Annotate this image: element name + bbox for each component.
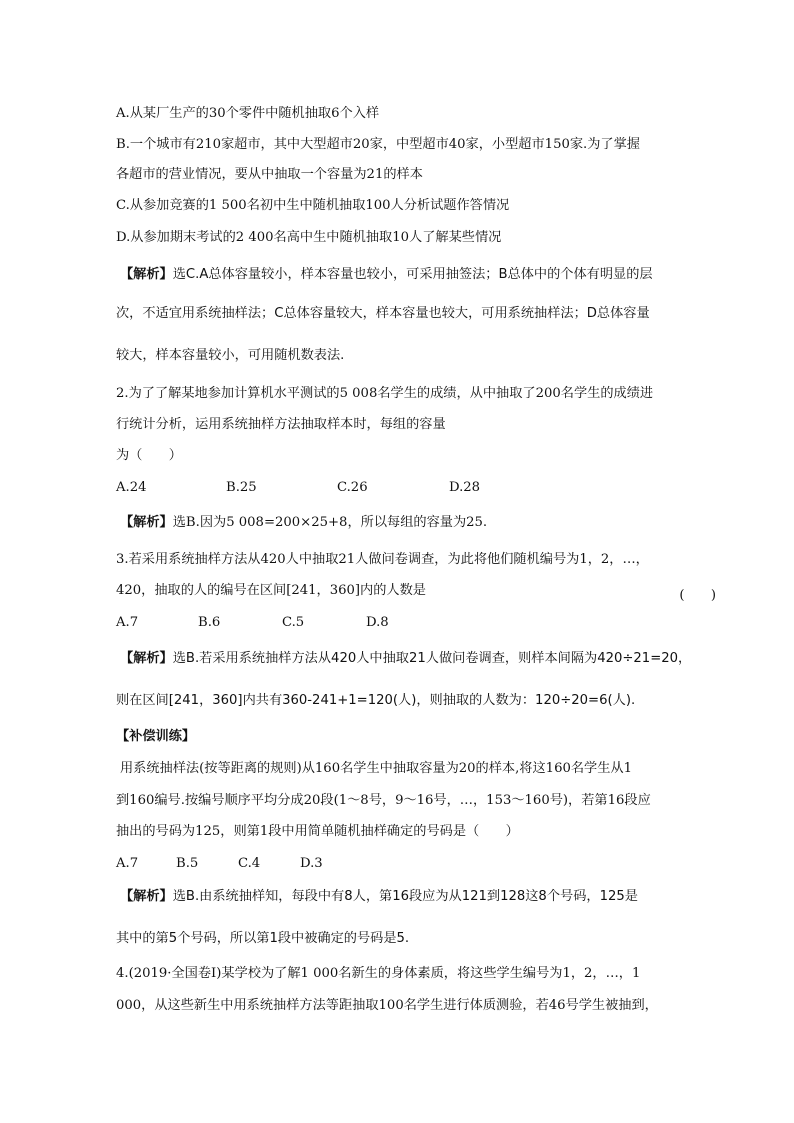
q3-stem-line-1: 3.若采用系统抽样方法从420人中抽取21人做问卷调查，为此将他们随机编号为1，2，…， <box>116 552 649 567</box>
q1-solution-line-2: 次，不适宜用系统抽样法；C总体容量较大，样本容量也较大，可用系统抽样法；D总体容量 <box>116 306 650 321</box>
supplement-title: 【补偿训练】 <box>116 729 196 744</box>
q1-option-d: D.从参加期末考试的2 400名高中生中随机抽取10人了解某些情况 <box>116 230 502 245</box>
solution-tag: 【解析】 <box>120 651 173 666</box>
q1-solution-line-3: 较大，样本容量较小，可用随机数表法. <box>116 348 345 363</box>
q3-option-c: C.5 <box>282 615 305 630</box>
q2-option-b: B.25 <box>226 480 257 495</box>
q3-stem-line-2: 420，抽取的人的编号在区间[241，360]内的人数是 <box>116 583 426 598</box>
q2-option-c: C.26 <box>337 480 368 495</box>
q1-option-c: C.从参加竞赛的1 500名初中生中随机抽取100人分析试题作答情况 <box>116 198 510 213</box>
q3-answer-paren: ( ) <box>679 588 716 603</box>
solution-tag: 【解析】 <box>120 515 173 530</box>
q2-stem-line-3: 为（ ） <box>116 448 182 463</box>
q3-solution-line-1 <box>120 652 691 665</box>
supplement-option-b: B.5 <box>176 856 199 871</box>
supplement-stem-line-2: 到160编号.按编号顺序平均分成20段(1～8号，9～16号，…，153～160号)，若第16段应 <box>116 793 651 808</box>
q2-stem-line-2: 行统计分析，运用系统抽样方法抽取样本时，每组的容量 <box>116 417 446 432</box>
q2-solution-line <box>120 516 487 529</box>
supplement-solution-line-1 <box>120 890 638 903</box>
supplement-option-c: C.4 <box>238 856 261 871</box>
supplement-stem-line-1: 用系统抽样法(按等距离的规则)从160名学生中抽取容量为20的样本,将这160名学生从1 <box>120 761 632 776</box>
supplement-stem-line-3: 抽出的号码为125，则第1段中用简单随机抽样确定的号码是（ ） <box>116 824 519 839</box>
q2-solution-text: 选B.因为5 008=200×25+8，所以每组的容量为25. <box>172 515 488 530</box>
q2-option-d: D.28 <box>449 480 481 495</box>
q4-stem-line-2: 000，从这些新生中用系统抽样方法等距抽取100名学生进行体质测验，若46号学生被抽到， <box>116 998 658 1013</box>
q1-option-b-cont: 各超市的营业情况，要从中抽取一个容量为21的样本 <box>116 167 423 182</box>
solution-tag: 【解析】 <box>120 267 173 282</box>
supplement-option-a: A.7 <box>116 856 139 871</box>
q2-option-a: A.24 <box>116 480 147 495</box>
supplement-solution-line-2: 其中的第5个号码，所以第1段中被确定的号码是5. <box>116 931 410 946</box>
q3-option-d: D.8 <box>366 615 389 630</box>
q1-solution-line-1 <box>120 268 653 281</box>
q1-option-a: A.从某厂生产的30个零件中随机抽取6个入样 <box>116 106 380 121</box>
q1-option-b: B.一个城市有210家超市，其中大型超市20家，中型超市40家，小型超市150家.为了掌握 <box>116 137 640 152</box>
q4-stem-line-1: 4.(2019·全国卷Ⅰ)某学校为了解1 000名新生的身体素质，将这些学生编号为1，2，…，1 <box>116 966 641 981</box>
q3-solution-text-1: 选B.若采用系统抽样方法从420人中抽取21人做问卷调查，则样本间隔为420÷21=20， <box>172 651 692 666</box>
supplement-option-d: D.3 <box>300 856 323 871</box>
q3-solution-line-2: 则在区间[241，360]内共有360-241+1=120(人)，则抽取的人数为：120÷20=6(人). <box>116 693 636 708</box>
supplement-solution-text-1: 选B.由系统抽样知，每段中有8人，第16段应为从121到128这8个号码，125是 <box>172 889 638 904</box>
q1-solution-text-1: 选C.A总体容量较小，样本容量也较小，可采用抽签法；B总体中的个体有明显的层 <box>172 267 653 282</box>
q2-stem-line-1: 2.为了了解某地参加计算机水平测试的5 008名学生的成绩，从中抽取了200名学生的成绩进 <box>116 386 654 401</box>
q3-option-a: A.7 <box>116 615 139 630</box>
solution-tag: 【解析】 <box>120 889 173 904</box>
q3-option-b: B.6 <box>198 615 221 630</box>
